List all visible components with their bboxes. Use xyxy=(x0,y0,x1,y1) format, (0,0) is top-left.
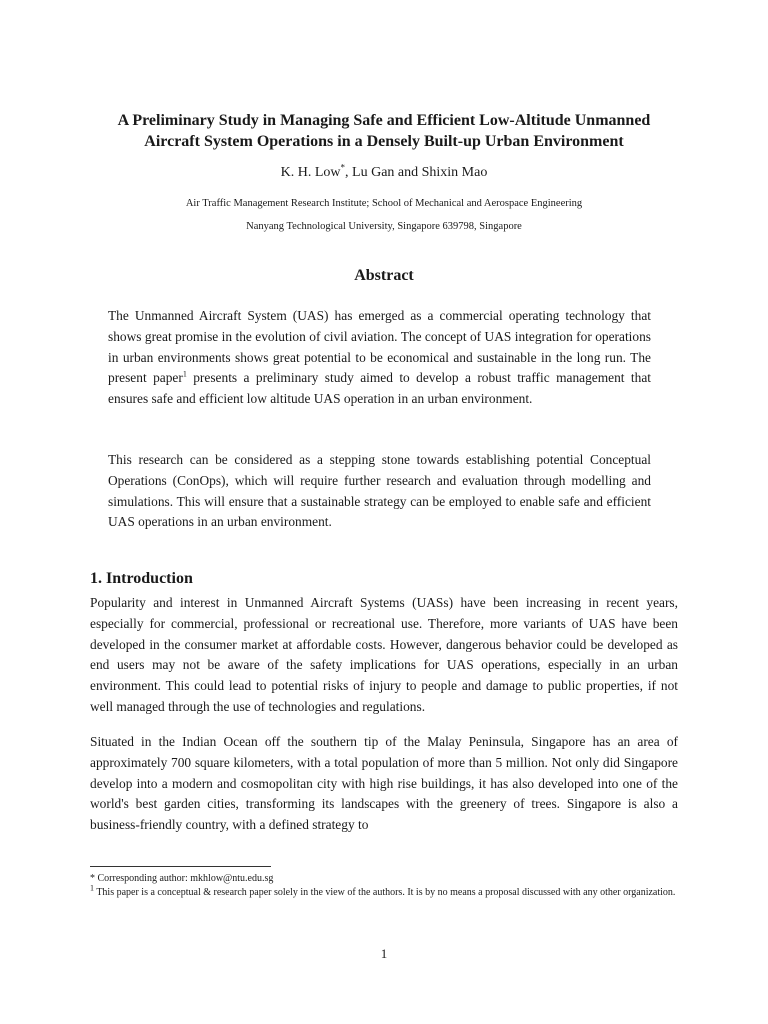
footnote-mark-asterisk: * xyxy=(90,873,95,884)
affiliation-line-1: Air Traffic Management Research Institute; School of Mechanical and Aerospace Engineering xyxy=(185,198,583,209)
abstract-paragraph-2: This research can be considered as a stepping stone towards establishing potential Conceptual Operations (ConOps), which will require further research and evaluation through modelling and simulations. This will ensure that a sustainable strategy can be employed to enable safe and efficient UAS operations in an urban environment. xyxy=(108,452,651,530)
abstract-text-part-2: presents a preliminary study aimed to develop a robust traffic management that ensures safe and efficient low altitude UAS operation in an urban environment. xyxy=(108,370,651,407)
section-heading-introduction: 1. Introduction xyxy=(90,570,193,587)
abstract-text-part-1: The Unmanned Aircraft System (UAS) has emerged as a commercial operating technology that shows great promise in the evolution of civil aviation. The concept of UAS integration for operations in urban environments shows great potential to be economical and sustainable in the long run. The present paper xyxy=(108,308,651,386)
paper-title xyxy=(60,110,708,152)
title-line-1: A Preliminary Study in Managing Safe and Efficient Low-Altitude Unmanned xyxy=(117,112,651,129)
footnote-divider xyxy=(90,866,271,867)
title-line-2: Aircraft System Operations in a Densely Built-up Urban Environment xyxy=(144,133,624,150)
footnote-text-1: Corresponding author: mkhlow@ntu.edu.sg xyxy=(95,873,274,884)
abstract-heading: Abstract xyxy=(354,267,414,284)
footnotes xyxy=(90,872,680,900)
introduction-paragraph-2: Situated in the Indian Ocean off the southern tip of the Malay Peninsula, Singapore has an area of approximately 700 square kilometers, with a total population of more than 5 million. Not only did Singapore develop into a modern and cosmopolitan city with high rise buildings, it has also developed into one of the world's best garden cities, transforming its landscapes with the greenery of trees. Singapore is also a business-friendly country, with a defined strategy to xyxy=(90,734,678,833)
footnote-ref-1: 1 xyxy=(182,369,187,379)
introduction-paragraph-1: Popularity and interest in Unmanned Aircraft Systems (UASs) have been increasing in recent years, especially for commercial, professional or recreational use. Therefore, more variants of UAS have been developed in the consumer market at affordable costs. However, dangerous behavior could be developed as end users may not be aware of the safety implications for UAS operations, especially in an urban environment. This could lead to potential risks of injury to people and damage to public properties, if not well managed through the use of technologies and regulations. xyxy=(90,595,678,714)
affiliation-line-2: Nanyang Technological University, Singapore 639798, Singapore xyxy=(246,221,522,232)
abstract-paragraph-1 xyxy=(108,306,651,410)
footnote-1 xyxy=(90,883,680,900)
co-authors: , Lu Gan and Shixin Mao xyxy=(345,165,488,180)
corresponding-author-mark: * xyxy=(340,162,346,173)
footnote-mark-1: 1 xyxy=(90,883,94,893)
first-author: K. H. Low xyxy=(280,165,341,180)
author-list xyxy=(60,164,708,182)
footnote-text-2: This paper is a conceptual & research paper solely in the view of the authors. It is by no means a proposal discussed with any other organization. xyxy=(94,887,676,898)
page-number: 1 xyxy=(380,946,388,961)
footnote-corresponding-author xyxy=(90,872,680,886)
